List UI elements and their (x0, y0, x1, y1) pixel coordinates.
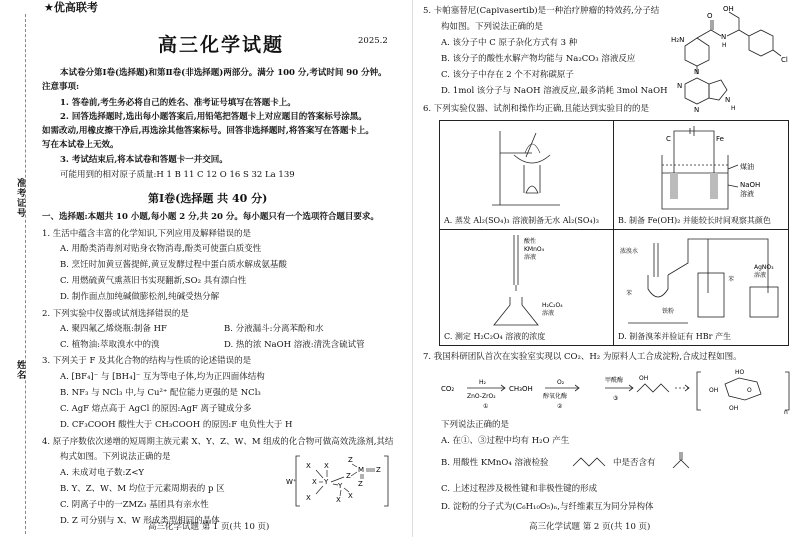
q7-glycerol-structure (571, 452, 609, 472)
notice-2a: 2. 回答选择题时,选出每小题答案后,用铅笔把答题卡上对应题目的答案标号涂黑。 (60, 112, 367, 122)
q6-electrolysis-apparatus (654, 125, 774, 213)
q2-option-d: D. 热的浓 NaOH 溶液:清洗含硫试管 (224, 340, 365, 350)
svg-text:C: C (666, 135, 671, 143)
svg-text:ZnO-ZrO₂: ZnO-ZrO₂ (467, 393, 496, 400)
notice-3: 3. 考试结束后,将本试卷和答题卡一并交回。 (60, 155, 228, 165)
page-2 (419, 0, 795, 537)
svg-text:H₂C₂O₄: H₂C₂O₄ (542, 302, 563, 309)
svg-text:n: n (784, 409, 788, 416)
svg-text:OH: OH (639, 375, 649, 382)
svg-text:溶液: 溶液 (754, 272, 767, 279)
svg-text:浓溴水: 浓溴水 (620, 248, 639, 255)
intro-text: 本试卷分第Ⅰ卷(选择题)和第Ⅱ卷(非选择题)两部分。满分 100 分,考试时间 90 分钟。 (60, 68, 387, 78)
q5-option-b: B. 该分子的酸性水解产物均能与 Na₂CO₃ 溶液反应 (441, 54, 636, 64)
q7-option-a: A. 在①、③过程中均有 H₂O 产生 (441, 436, 570, 446)
q4-cation: W⁺ (286, 478, 297, 486)
exam-date: 2025.2 (358, 36, 388, 46)
q6-stem: 6. 下列实验仪器、试剂和操作均正确,且能达到实验目的的是 (423, 104, 650, 114)
binding-margin (6, 0, 38, 537)
svg-text:OH: OH (709, 387, 719, 394)
q5-option-c: C. 该分子中存在 2 个不对称碳原子 (441, 70, 574, 80)
q7-option-d: D. 淀粉的分子式为(C₆H₁₀O₅)ₙ,与纤维素互为同分异构体 (441, 502, 654, 512)
svg-text:煤油: 煤油 (740, 163, 754, 171)
q6-experiment-table (439, 120, 789, 346)
svg-text:H: H (722, 42, 727, 49)
q7-sub-stem: 下列说法正确的是 (441, 420, 510, 430)
q1-option-b: B. 烹饪时加黄豆酱提鲜,黄豆发酵过程中蛋白质水解成氨基酸 (60, 260, 287, 270)
svg-text:KMnO₄: KMnO₄ (524, 246, 545, 253)
svg-text:X: X (324, 462, 329, 470)
q7-synthesis-scheme (439, 366, 791, 416)
svg-text:HO: HO (735, 369, 745, 376)
q5-stem-1: 5. 卡帕塞替尼(Capivasertib)是一种治疗肿瘤的特效药,分子结 (423, 6, 660, 16)
svg-text:AgNO₃: AgNO₃ (754, 264, 774, 271)
svg-text:①: ① (483, 403, 489, 410)
q6-evaporation-apparatus (490, 125, 570, 211)
q6-caption-b: B. 制备 Fe(OH)₂ 并能较长时间观察其颜色 (618, 216, 771, 225)
svg-text:NaOH: NaOH (740, 181, 761, 189)
svg-text:Fe: Fe (716, 135, 724, 143)
svg-text:H: H (731, 105, 736, 112)
exam-number-label: 准考证号 (15, 178, 25, 218)
q3-option-a: A. [BF₄]⁻ 与 [BH₄]⁻ 互为等电子体,均为正四面体结构 (60, 372, 265, 382)
notice-title: 注意事项: (42, 82, 80, 92)
q6-caption-a: A. 蒸发 Al₂(SO₄)₃ 溶液制备无水 Al₂(SO₄)₃ (444, 216, 599, 225)
svg-text:Z: Z (376, 466, 381, 474)
svg-text:酸性: 酸性 (524, 238, 537, 245)
atomic-masses: 可能用到的相对原子质量:H 1 B 11 C 12 O 16 S 32 La 139 (60, 170, 295, 180)
q3-option-b: B. NF₃ 与 NCl₃ 中,与 Cu²⁺ 配位能力更强的是 NCl₃ (60, 388, 261, 398)
svg-text:X: X (312, 478, 317, 486)
section-instructions: 一、选择题:本题共 10 小题,每小题 2 分,共 20 分。每小题只有一个选项符合题目要求。 (42, 212, 379, 222)
svg-text:N: N (721, 33, 727, 41)
q2-option-a: A. 聚四氟乙烯烧瓶:制备 HF (60, 324, 167, 334)
svg-text:CO₂: CO₂ (441, 385, 455, 393)
q3-stem: 3. 下列关于 F 及其化合物的结构与性质的论述错误的是 (42, 356, 252, 366)
part1-title: 第Ⅰ卷(选择题 共 40 分) (148, 192, 268, 205)
svg-text:Z: Z (346, 472, 351, 480)
q2-option-b: B. 分液漏斗:分离苯酚和水 (224, 324, 324, 334)
binding-line (25, 14, 26, 534)
q2-option-c: C. 植物油:萃取溴水中的溴 (60, 340, 160, 350)
q7-option-b-suffix: 中是否含有 (613, 458, 656, 468)
column-divider (412, 0, 413, 537)
svg-text:Y: Y (324, 478, 329, 486)
svg-text:OH: OH (723, 5, 734, 13)
q3-option-d: D. CF₃COOH 酸性大于 CH₃COOH 的原因:F 电负性大于 H (60, 420, 293, 430)
q5-molecule-figure (669, 2, 793, 114)
svg-text:铁粉: 铁粉 (662, 308, 675, 315)
q3-option-c: C. AgF 熔点高于 AgCl 的原因:AgF 离子键成分多 (60, 404, 252, 414)
svg-text:Z: Z (358, 480, 363, 488)
brand-label: ★优高联考 (44, 1, 98, 14)
svg-text:苯: 苯 (626, 290, 633, 297)
q4-option-b: B. Y、Z、W、M 均位于元素周期表的 p 区 (60, 484, 225, 494)
q7-formaldehyde-structure (669, 450, 693, 472)
svg-text:OH: OH (729, 405, 739, 412)
svg-text:溶液: 溶液 (542, 310, 555, 317)
svg-text:甲酰酶: 甲酰酶 (605, 377, 624, 384)
svg-text:M: M (358, 466, 365, 474)
q6-caption-c: C. 测定 H₂C₂O₄ 溶液的浓度 (444, 332, 546, 341)
q1-option-d: D. 制作面点加纯碱做膨松剂,纯碱受热分解 (60, 292, 220, 302)
q7-stem: 7. 我国科研团队首次在实验室实现以 CO₂、H₂ 为原料人工合成淀粉,合成过程如图。 (423, 352, 742, 362)
svg-text:O₂: O₂ (557, 379, 565, 386)
q4-option-a: A. 未成对电子数:Z<Y (60, 468, 145, 478)
q5-stem-2: 构如图。下列说法正确的是 (441, 22, 544, 32)
q1-option-c: C. 用燃硫黄气熏蒸旧书实现翻新,SO₂ 具有漂白性 (60, 276, 247, 286)
q4-stem-1: 4. 原子序数依次递增的短周期主族元素 X、Y、Z、W、M 组成的化合物可做高效洗涤剂,其结 (42, 437, 394, 447)
svg-text:X: X (306, 494, 311, 502)
svg-text:溶液: 溶液 (524, 254, 537, 261)
q6-caption-d: D. 制备溴苯并验证有 HBr 产生 (618, 332, 731, 341)
page-title: 高三化学试题 (158, 34, 285, 56)
page-1-footer: 高三化学试题 第 1 页(共 10 页) (148, 522, 270, 532)
q4-option-c: C. 阴离子中的一ZMZ₃ 基团具有亲水性 (60, 500, 209, 510)
q6-grid-hline (440, 229, 788, 230)
notice-1: 1. 答卷前,考生务必将自己的姓名、准考证号填写在答题卡上。 (60, 98, 296, 108)
q7-option-b-prefix: B. 用酸性 KMnO₄ 溶液检验 (441, 458, 549, 468)
name-label: 姓名 (15, 360, 25, 380)
svg-text:醇氧化酶: 醇氧化酶 (543, 393, 568, 400)
svg-text:Z: Z (348, 456, 353, 464)
q4-structure-figure (286, 450, 398, 512)
svg-text:X: X (306, 462, 311, 470)
q4-stem-2: 构式如图。下列说法正确的是 (60, 452, 171, 462)
svg-text:N: N (694, 68, 700, 76)
svg-text:H₂N: H₂N (671, 36, 685, 44)
q1-option-a: A. 用酚类消毒剂对贴身衣物消毒,酚类可使蛋白质变性 (60, 244, 262, 254)
q2-stem: 2. 下列实验中仪器或试剂选择错误的是 (42, 309, 189, 319)
svg-text:N: N (677, 82, 683, 90)
q1-stem: 1. 生活中蕴含丰富的化学知识,下列应用及解释错误的是 (42, 229, 252, 239)
notice-2b: 如需改动,用橡皮擦干净后,再选涂其他答案标号。回答非选择题时,将答案写在答题卡上。 (42, 126, 374, 136)
svg-text:N: N (725, 96, 731, 104)
svg-text:O: O (747, 387, 752, 394)
q5-option-d: D. 1mol 该分子与 NaOH 溶液反应,最多消耗 3mol NaOH (441, 86, 668, 96)
svg-text:③: ③ (613, 395, 619, 402)
svg-text:②: ② (557, 403, 563, 410)
q5-option-a: A. 该分子中 C 原子杂化方式有 3 种 (441, 38, 578, 48)
svg-text:溶液: 溶液 (740, 190, 754, 198)
q6-grid-vline (613, 121, 614, 345)
svg-text:苯: 苯 (728, 276, 735, 283)
q6-bromobenzene-apparatus (618, 233, 784, 329)
page-2-footer: 高三化学试题 第 2 页(共 10 页) (529, 522, 651, 532)
svg-text:N: N (694, 106, 700, 114)
svg-text:Cl: Cl (781, 56, 788, 64)
svg-text:O: O (707, 12, 713, 20)
page-1 (38, 0, 404, 537)
svg-text:H₂: H₂ (479, 379, 486, 386)
svg-text:X: X (348, 492, 353, 500)
notice-2c: 写在本试卷上无效。 (42, 140, 119, 150)
q6-titration-apparatus (480, 233, 590, 329)
q4-option-d: D. Z 可分别与 X、W 形成类型相同的晶体 (60, 516, 220, 526)
q7-option-c: C. 上述过程涉及极性键和非极性键的形成 (441, 484, 598, 494)
svg-text:Y: Y (338, 482, 343, 490)
svg-text:X: X (336, 496, 341, 504)
svg-text:CH₃OH: CH₃OH (509, 385, 533, 393)
